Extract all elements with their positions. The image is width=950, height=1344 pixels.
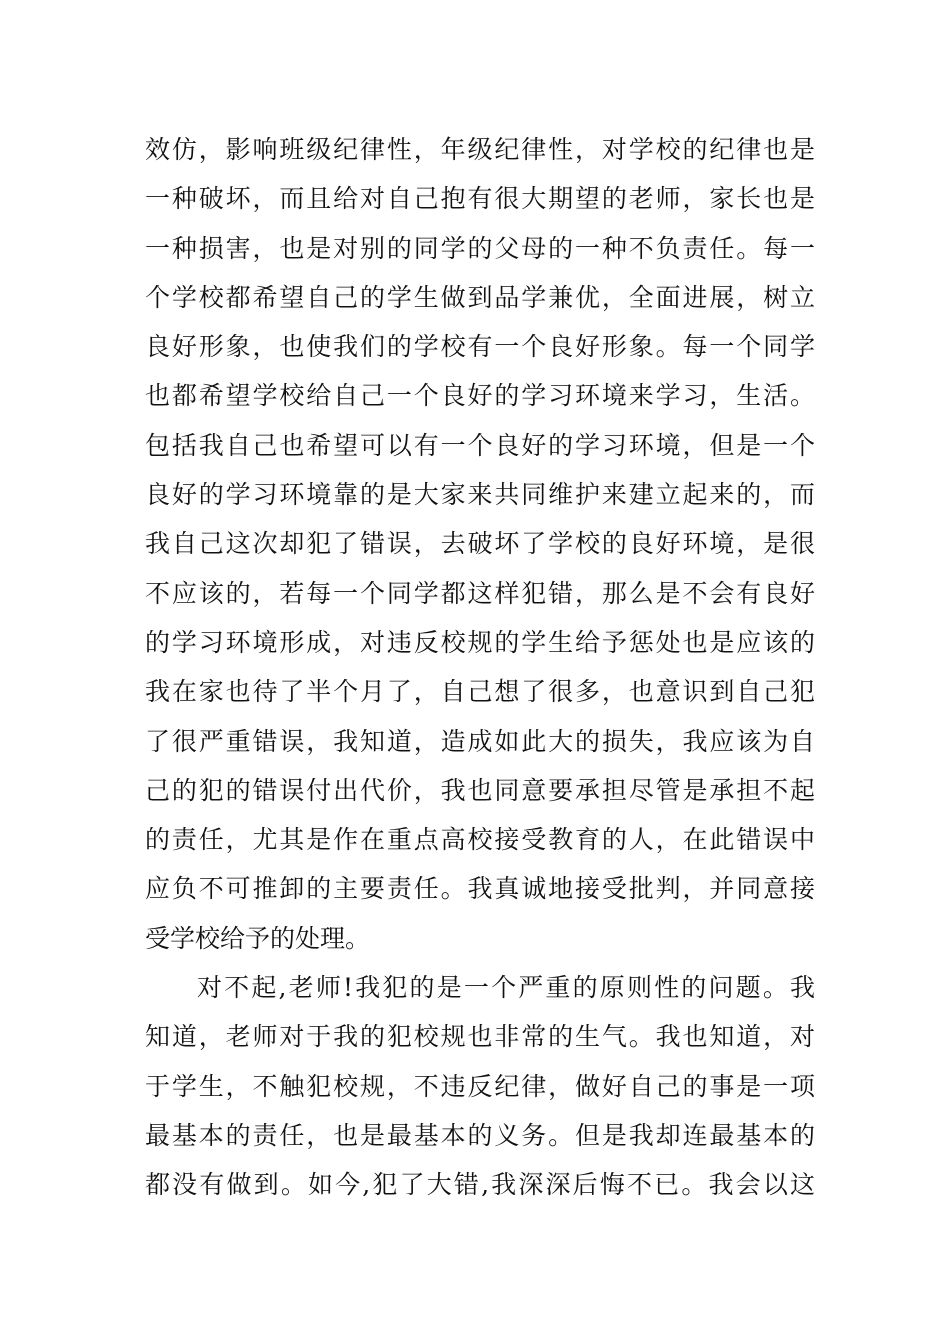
paragraph-1 [145, 125, 815, 963]
paragraph-line: 受学校给予的处理。 [145, 923, 371, 953]
paragraph-line: 良好的学习环境靠的是大家来共同维护来建立起来的，而 [145, 480, 815, 510]
paragraph-line: 的责任，尤其是作在重点高校接受教育的人，在此错误中 [145, 825, 815, 855]
paragraph-line: 都没有做到。如今,犯了大错,我深深后悔不已。我会以这 [145, 1170, 815, 1200]
paragraph-line: 一种损害，也是对别的同学的父母的一种不负责任。每一 [145, 233, 815, 263]
paragraph-line: 最基本的责任，也是最基本的义务。但是我却连最基本的 [145, 1120, 815, 1150]
paragraph-line: 了很严重错误，我知道，造成如此大的损失，我应该为自 [145, 726, 815, 756]
paragraph-line: 也都希望学校给自己一个良好的学习环境来学习，生活。 [145, 381, 815, 411]
paragraph-2 [145, 963, 815, 1209]
paragraph-line: 良好形象，也使我们的学校有一个良好形象。每一个同学 [145, 332, 815, 362]
paragraph-line: 应负不可推卸的主要责任。我真诚地接受批判，并同意接 [145, 874, 815, 904]
paragraph-line: 一种破坏，而且给对自己抱有很大期望的老师，家长也是 [145, 184, 815, 214]
paragraph-line: 的学习环境形成，对违反校规的学生给予惩处也是应该的 [145, 627, 815, 657]
paragraph-line: 我自己这次却犯了错误，去破坏了学校的良好环境，是很 [145, 529, 815, 559]
document-body [145, 125, 815, 1210]
paragraph-line: 知道，老师对于我的犯校规也非常的生气。我也知道，对 [145, 1022, 815, 1052]
paragraph-line: 包括我自己也希望可以有一个良好的学习环境，但是一个 [145, 430, 815, 460]
paragraph-line: 效仿，影响班级纪律性，年级纪律性，对学校的纪律也是 [145, 135, 815, 164]
paragraph-line: 个学校都希望自己的学生做到品学兼优，全面进展，树立 [145, 282, 815, 312]
paragraph-line: 不应该的，若每一个同学都这样犯错，那么是不会有良好 [145, 578, 815, 608]
paragraph-line: 对不起,老师!我犯的是一个严重的原则性的问题。我 [197, 973, 815, 1003]
paragraph-line: 我在家也待了半个月了，自己想了很多，也意识到自己犯 [145, 677, 815, 707]
paragraph-line: 于学生，不触犯校规，不违反纪律，做好自己的事是一项 [145, 1071, 815, 1101]
paragraph-line: 己的犯的错误付出代价，我也同意要承担尽管是承担不起 [145, 775, 815, 805]
